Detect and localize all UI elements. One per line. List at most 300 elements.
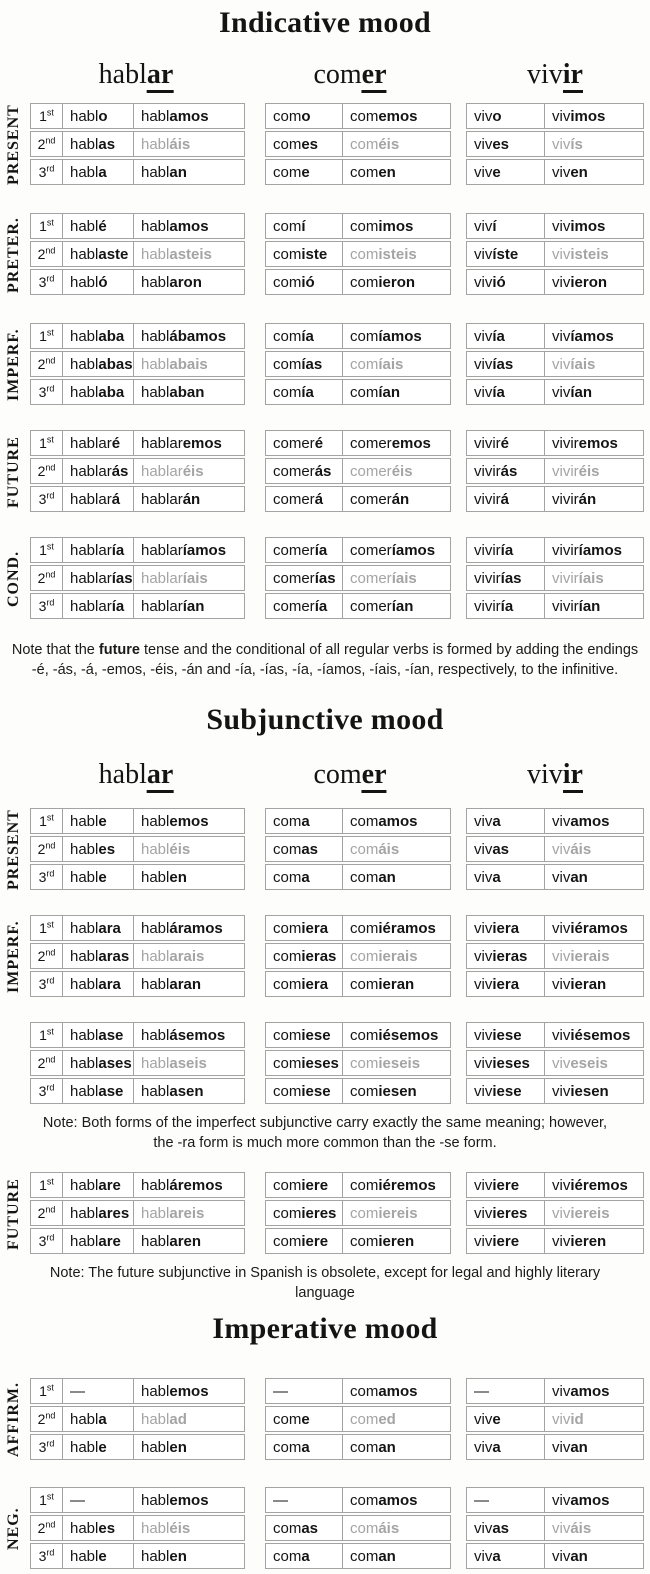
word-cell <box>466 159 545 185</box>
word-stem: habl <box>141 274 170 291</box>
word-ending: iéremos <box>378 1177 436 1194</box>
table-row <box>265 971 451 997</box>
person-ordinal: rd <box>46 868 55 879</box>
word-ending: ara <box>98 976 121 993</box>
word-cell <box>342 241 451 267</box>
word-ending: ía <box>500 598 514 615</box>
word-ending: ían <box>578 598 601 615</box>
conjugation-table-vivir <box>466 1378 644 1460</box>
word-cell <box>133 1200 245 1226</box>
word-cell <box>133 1487 245 1513</box>
word-ending: amos <box>570 813 610 830</box>
word-stem: hablar <box>70 463 112 480</box>
table-row <box>30 379 245 405</box>
word-ending: iéremos <box>570 1177 628 1194</box>
subjunctive-mood-title: Subjunctive mood <box>206 703 444 736</box>
word-ending: ió <box>492 274 506 291</box>
conjugation-table-comer <box>265 1172 451 1254</box>
word-ending: en <box>378 164 396 181</box>
word-ending: ían <box>378 384 401 401</box>
table-row <box>466 1022 644 1048</box>
person-cell <box>30 943 63 969</box>
word-ending: ieron <box>378 274 416 291</box>
table-row <box>265 808 451 834</box>
table-row <box>265 1515 451 1541</box>
table-row <box>265 1406 451 1432</box>
table-row <box>30 1515 245 1541</box>
verb-stem: com <box>313 759 362 790</box>
word-cell <box>62 486 134 512</box>
word-ending: áremos <box>169 1177 223 1194</box>
word-ending: ieren <box>378 1233 415 1250</box>
word-ending: áis <box>570 841 592 858</box>
word-ending: ía <box>301 328 314 345</box>
person-ordinal: rd <box>46 1438 55 1449</box>
person-ordinal: rd <box>46 597 55 608</box>
word-cell <box>544 808 644 834</box>
word-stem: vivir <box>474 463 501 480</box>
word-stem: viv <box>552 164 571 181</box>
table-row <box>466 1228 644 1254</box>
word-stem: com <box>273 841 302 858</box>
word-stem: comer <box>350 463 392 480</box>
word-stem: habl <box>141 1233 170 1250</box>
person-number: 3 <box>38 491 47 507</box>
word-stem: viv <box>474 1027 493 1044</box>
conjugation-table-comer <box>265 430 451 512</box>
word-ending: amos <box>169 218 209 235</box>
word-stem: viv <box>552 976 571 993</box>
word-cell <box>544 1543 644 1569</box>
verb-header-hablar <box>99 760 174 790</box>
table-row <box>265 486 451 512</box>
word-ending: o <box>98 108 108 125</box>
word-cell <box>466 379 545 405</box>
word-ending: ase <box>98 1027 124 1044</box>
table-row <box>265 323 451 349</box>
person-cell <box>30 103 63 129</box>
word-ending: ías <box>301 356 323 373</box>
word-stem: com <box>350 136 379 153</box>
word-ending: emos <box>378 108 418 125</box>
word-stem: viv <box>474 948 493 965</box>
word-ending: a <box>492 869 501 886</box>
word-cell <box>544 1487 644 1513</box>
table-row <box>30 1378 245 1404</box>
word-stem: habl <box>141 384 170 401</box>
word-stem: com <box>350 1411 379 1428</box>
word-stem: habl <box>70 328 99 345</box>
table-row <box>265 159 451 185</box>
word-cell <box>466 1406 545 1432</box>
table-row <box>30 537 245 563</box>
word-cell <box>466 1200 545 1226</box>
person-number: 2 <box>37 570 46 586</box>
word-stem: habl <box>70 108 99 125</box>
word-ending: a <box>301 1548 310 1565</box>
word-stem: comer <box>273 491 315 508</box>
word-cell <box>544 241 644 267</box>
word-stem: vivir <box>474 542 501 559</box>
word-cell <box>466 1487 545 1513</box>
word-cell <box>265 1050 343 1076</box>
person-cell <box>30 159 63 185</box>
table-row <box>466 1406 644 1432</box>
word-cell <box>342 1515 451 1541</box>
person-number: 2 <box>37 1055 46 1071</box>
word-ending: a <box>492 1439 501 1456</box>
table-row <box>265 131 451 157</box>
person-cell <box>30 915 63 941</box>
word-ending: ía <box>314 542 328 559</box>
word-ending: aren <box>169 1233 202 1250</box>
em-dash: — <box>273 1492 288 1509</box>
word-cell <box>466 864 545 890</box>
person-cell <box>30 458 63 484</box>
word-cell <box>342 864 451 890</box>
word-stem: viv <box>474 1548 493 1565</box>
note-text: tense and the conditional of all regular verbs is formed by adding the endings <box>140 642 639 658</box>
word-stem: com <box>273 356 302 373</box>
word-cell <box>62 430 134 456</box>
word-stem: viv <box>474 328 493 345</box>
person-ordinal: rd <box>46 1232 55 1243</box>
tense-label-present: PRESENT <box>5 809 22 891</box>
word-stem: viv <box>552 1233 571 1250</box>
word-ending: é <box>500 435 510 452</box>
table-row <box>265 1050 451 1076</box>
person-ordinal: st <box>46 812 54 823</box>
word-stem: habl <box>141 976 170 993</box>
word-stem: habl <box>70 920 99 937</box>
person-cell <box>30 269 63 295</box>
word-ending: areis <box>169 1205 205 1222</box>
tense-label-cond: COND. <box>5 550 22 608</box>
word-stem: viv <box>552 813 571 830</box>
word-cell <box>62 351 134 377</box>
word-cell <box>466 103 545 129</box>
word-ending: ía <box>492 384 505 401</box>
person-cell <box>30 241 63 267</box>
word-ending: ieren <box>570 1233 607 1250</box>
table-row <box>265 269 451 295</box>
table-row <box>466 1487 644 1513</box>
word-stem: com <box>273 218 302 235</box>
person-number: 1 <box>39 218 47 234</box>
note-text: Note: Both forms of the imperfect subjunctive carry exactly the same meaning; however, <box>42 1115 608 1131</box>
person-ordinal: nd <box>45 1519 56 1530</box>
word-cell <box>544 864 644 890</box>
word-cell <box>466 351 545 377</box>
word-ending: iesen <box>378 1083 417 1100</box>
word-cell <box>62 379 134 405</box>
word-stem: hablar <box>141 463 183 480</box>
word-cell <box>466 565 545 591</box>
word-stem: habl <box>70 384 99 401</box>
word-ending: abas <box>98 356 133 373</box>
word-ending: iste <box>301 246 328 263</box>
person-number: 1 <box>39 1383 47 1399</box>
word-ending: ase <box>98 1083 124 1100</box>
word-ending: ieran <box>378 976 415 993</box>
word-ending: amos <box>378 813 418 830</box>
note-text: Note: The future subjunctive in Spanish is obsolete, except for legal and highly literary <box>49 1265 601 1281</box>
person-cell <box>30 1228 63 1254</box>
person-number: 2 <box>37 136 46 152</box>
word-stem: viv <box>552 1439 571 1456</box>
table-row <box>265 430 451 456</box>
word-ending: en <box>169 1439 187 1456</box>
conjugation-table-hablar <box>30 1378 245 1460</box>
word-ending: a <box>301 869 310 886</box>
word-ending: ierais <box>570 948 610 965</box>
word-stem: viv <box>474 1233 493 1250</box>
note-line <box>0 1113 650 1133</box>
word-ending: áramos <box>169 920 223 937</box>
word-stem: viv <box>474 274 493 291</box>
table-row <box>30 213 245 239</box>
word-cell <box>62 213 134 239</box>
word-ending: ieres <box>301 1205 337 1222</box>
word-stem: com <box>273 920 302 937</box>
word-cell <box>342 1543 451 1569</box>
word-cell <box>342 1228 451 1254</box>
word-cell <box>544 1022 644 1048</box>
table-row <box>30 1078 245 1104</box>
word-cell <box>265 1228 343 1254</box>
word-cell <box>544 1228 644 1254</box>
word-ending: éis <box>182 463 204 480</box>
word-cell <box>62 915 134 941</box>
table-row <box>466 943 644 969</box>
conjugation-table-comer <box>265 537 451 619</box>
word-cell <box>544 269 644 295</box>
word-stem: com <box>273 1548 302 1565</box>
note-line <box>0 1263 650 1283</box>
word-ending: ía <box>500 542 514 559</box>
word-ending: iese <box>492 1083 522 1100</box>
table-row <box>30 565 245 591</box>
word-cell <box>133 1050 245 1076</box>
word-cell <box>466 323 545 349</box>
word-ending: iere <box>301 1233 329 1250</box>
word-cell <box>265 836 343 862</box>
word-stem: viv <box>474 384 493 401</box>
word-stem: viv <box>474 164 493 181</box>
word-stem: habl <box>70 1027 99 1044</box>
conjugation-table-vivir <box>466 1022 644 1104</box>
word-stem: viv <box>552 1177 571 1194</box>
person-ordinal: rd <box>46 975 55 986</box>
word-stem: viv <box>474 1439 493 1456</box>
word-cell <box>466 1022 545 1048</box>
table-row <box>30 1487 245 1513</box>
word-stem: viv <box>474 1177 493 1194</box>
person-ordinal: st <box>46 434 54 445</box>
word-ending: asteis <box>169 246 212 263</box>
word-stem: habl <box>141 246 170 263</box>
word-stem: habl <box>70 1548 99 1565</box>
word-ending: iera <box>492 920 520 937</box>
person-number: 3 <box>38 1439 47 1455</box>
person-ordinal: st <box>46 919 54 930</box>
word-stem: com <box>273 164 302 181</box>
word-cell <box>62 1078 134 1104</box>
word-ending: íais <box>578 570 604 587</box>
word-stem: viv <box>474 1083 493 1100</box>
word-ending: a <box>301 1439 310 1456</box>
word-ending: í <box>301 218 306 235</box>
word-cell <box>265 1200 343 1226</box>
indicative-mood-title: Indicative mood <box>218 6 431 39</box>
word-ending: ás <box>314 463 332 480</box>
person-ordinal: rd <box>46 273 55 284</box>
person-cell <box>30 1543 63 1569</box>
word-stem: com <box>350 1492 379 1509</box>
word-cell <box>342 159 451 185</box>
word-ending: imos <box>570 218 606 235</box>
word-ending: án <box>578 491 597 508</box>
conjugation-table-vivir <box>466 1172 644 1254</box>
conjugation-table-vivir <box>466 430 644 512</box>
word-ending: áis <box>378 1520 400 1537</box>
word-ending: iere <box>492 1233 520 1250</box>
word-cell <box>265 213 343 239</box>
conjugation-table-hablar <box>30 915 245 997</box>
word-stem: vivir <box>474 435 501 452</box>
table-row <box>265 1487 451 1513</box>
word-ending: éis <box>169 1520 191 1537</box>
word-cell <box>544 1515 644 1541</box>
word-stem: comer <box>350 598 392 615</box>
word-stem: comer <box>273 542 315 559</box>
word-cell <box>466 241 545 267</box>
em-dash: — <box>273 1383 288 1400</box>
note-bold-word: future <box>98 642 140 658</box>
person-ordinal: st <box>46 327 54 338</box>
word-stem: habl <box>70 274 99 291</box>
person-cell <box>30 213 63 239</box>
word-cell <box>544 351 644 377</box>
word-ending: iereis <box>378 1205 418 1222</box>
table-row <box>30 1406 245 1432</box>
em-dash: — <box>474 1492 489 1509</box>
word-stem: habl <box>141 108 170 125</box>
word-cell <box>265 486 343 512</box>
table-row <box>466 269 644 295</box>
verb-stem: viv <box>527 59 563 90</box>
word-cell <box>62 943 134 969</box>
word-cell <box>544 1434 644 1460</box>
word-cell <box>544 1172 644 1198</box>
em-dash: — <box>474 1383 489 1400</box>
word-stem: comer <box>273 435 315 452</box>
word-stem: vivir <box>474 491 501 508</box>
word-stem: vivir <box>552 542 579 559</box>
conjugation-table-hablar <box>30 430 245 512</box>
word-stem: viv <box>474 356 493 373</box>
word-stem: habl <box>141 218 170 235</box>
person-number: 3 <box>38 1083 47 1099</box>
word-ending: íais <box>391 570 417 587</box>
word-cell <box>342 1378 451 1404</box>
word-stem: viv <box>552 1383 571 1400</box>
word-ending: íamos <box>182 542 227 559</box>
word-cell <box>544 593 644 619</box>
table-row <box>30 1172 245 1198</box>
imperfect-subjunctive-note <box>0 1113 650 1153</box>
table-row <box>30 486 245 512</box>
word-stem: hablar <box>70 542 112 559</box>
person-number: 3 <box>38 164 47 180</box>
word-ending: ieses <box>301 1055 339 1072</box>
word-ending: án <box>391 491 410 508</box>
word-cell <box>342 1200 451 1226</box>
word-stem: com <box>273 246 302 263</box>
word-cell <box>62 1050 134 1076</box>
table-row <box>30 593 245 619</box>
table-row <box>30 1050 245 1076</box>
word-cell <box>133 1228 245 1254</box>
word-cell <box>133 565 245 591</box>
word-stem: habl <box>141 1492 170 1509</box>
word-stem: habl <box>70 841 99 858</box>
person-number: 1 <box>39 920 47 936</box>
word-cell <box>544 159 644 185</box>
person-cell <box>30 430 63 456</box>
word-cell <box>466 269 545 295</box>
person-cell <box>30 1200 63 1226</box>
word-cell <box>265 537 343 563</box>
word-stem: comer <box>350 491 392 508</box>
word-ending: amos <box>570 1492 610 1509</box>
table-row <box>30 103 245 129</box>
word-stem: com <box>350 1027 379 1044</box>
word-stem: habl <box>70 164 99 181</box>
word-cell <box>342 131 451 157</box>
word-cell <box>466 836 545 862</box>
word-ending: iera <box>301 976 329 993</box>
table-row <box>265 915 451 941</box>
word-ending: an <box>169 164 187 181</box>
word-ending: emos <box>578 435 618 452</box>
word-stem: comer <box>350 542 392 559</box>
word-stem: vivir <box>474 598 501 615</box>
word-cell <box>544 103 644 129</box>
word-cell <box>265 864 343 890</box>
word-ending: as <box>301 841 319 858</box>
word-cell <box>265 943 343 969</box>
word-cell <box>544 1078 644 1104</box>
word-cell <box>62 1543 134 1569</box>
conjugation-table-comer <box>265 808 451 890</box>
table-row <box>265 1543 451 1569</box>
table-row <box>265 593 451 619</box>
word-ending: a <box>98 1411 107 1428</box>
word-stem: viv <box>474 813 493 830</box>
word-stem: viv <box>552 1027 571 1044</box>
word-stem: habl <box>70 1055 99 1072</box>
word-cell <box>265 1543 343 1569</box>
word-cell <box>62 323 134 349</box>
word-stem: habl <box>141 1548 170 1565</box>
word-cell <box>133 379 245 405</box>
word-stem: viv <box>474 841 493 858</box>
person-number: 1 <box>39 328 47 344</box>
word-ending: iera <box>492 976 520 993</box>
word-ending: e <box>492 1411 501 1428</box>
table-row <box>265 1228 451 1254</box>
